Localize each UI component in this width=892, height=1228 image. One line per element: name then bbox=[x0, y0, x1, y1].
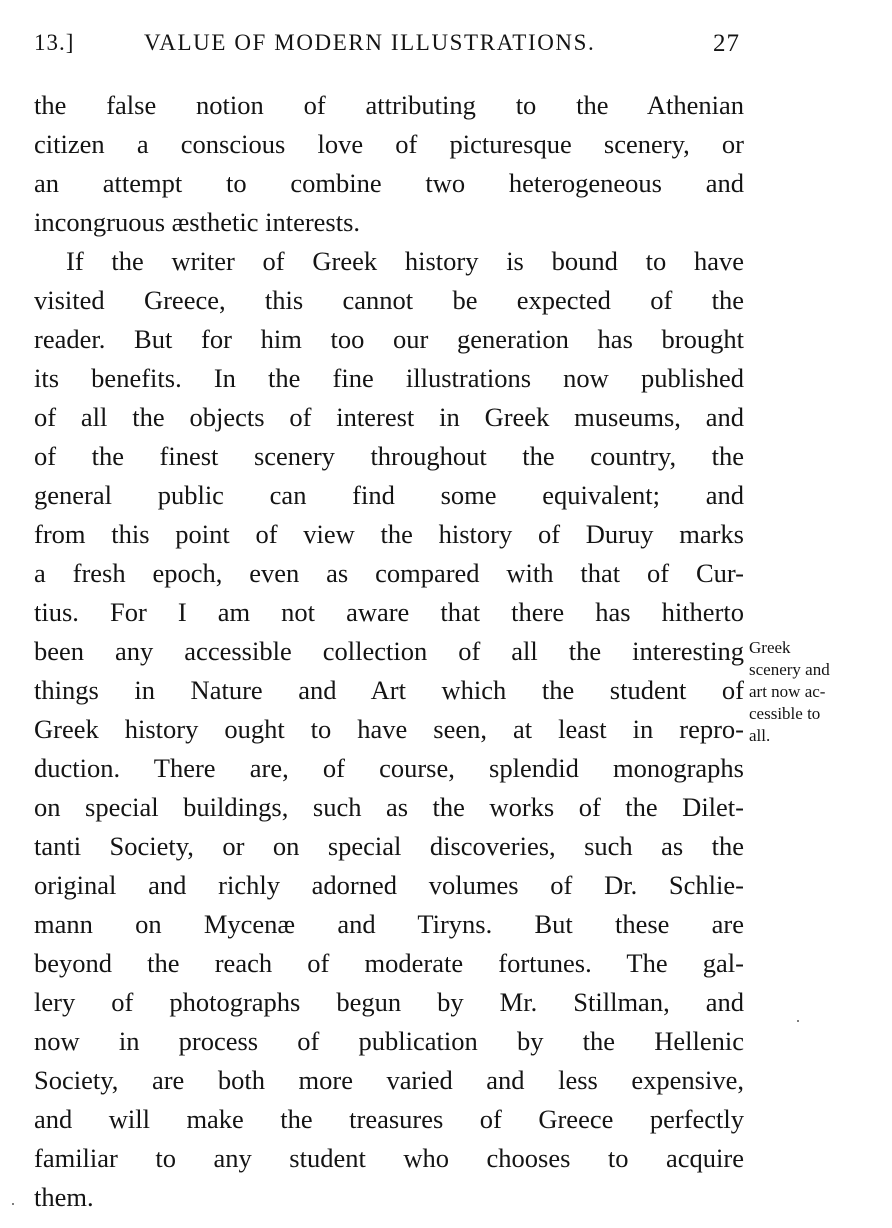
marginal-note-line: art now ac- bbox=[749, 682, 826, 701]
section-number: 13.] bbox=[34, 30, 75, 55]
text-line: tanti Society, or on special discoveries, such as the bbox=[34, 831, 744, 861]
text-line: them. bbox=[34, 1182, 94, 1212]
text-line: of all the objects of interest in Greek museums, and bbox=[34, 402, 744, 432]
paragraph-start-line: If the writer of Greek history is bound to have bbox=[66, 246, 744, 276]
text-line: now in process of publication by the Hellenic bbox=[34, 1026, 744, 1056]
text-line: reader. But for him too our generation has brought bbox=[34, 324, 744, 354]
text-line: its benefits. In the fine illustrations now published bbox=[34, 363, 744, 393]
text-line: on special buildings, such as the works of the Dilet- bbox=[34, 792, 744, 822]
text-line: Society, are both more varied and less expensive, bbox=[34, 1065, 744, 1095]
text-line: original and richly adorned volumes of Dr. Schlie- bbox=[34, 870, 744, 900]
text-line: incongruous æsthetic interests. bbox=[34, 207, 361, 237]
text-line: duction. There are, of course, splendid monographs bbox=[34, 753, 744, 783]
text-line: been any accessible collection of all the interesting bbox=[34, 636, 744, 666]
text-line: a fresh epoch, even as compared with that of Cur- bbox=[34, 558, 744, 588]
print-speck bbox=[797, 1020, 799, 1022]
running-head bbox=[34, 30, 744, 64]
marginal-note bbox=[749, 637, 889, 747]
text-line: lery of photographs begun by Mr. Stillman, and bbox=[34, 987, 744, 1017]
text-line: tius. For I am not aware that there has hitherto bbox=[34, 597, 744, 627]
text-line: of the finest scenery throughout the country, the bbox=[34, 441, 744, 471]
text-line: mann on Mycenæ and Tiryns. But these are bbox=[34, 909, 744, 939]
marginal-note-line: cessible to bbox=[749, 704, 821, 723]
text-line: an attempt to combine two heterogeneous and bbox=[34, 168, 744, 198]
text-line: things in Nature and Art which the student of bbox=[34, 675, 744, 705]
text-line: Greek history ought to have seen, at least in repro- bbox=[34, 714, 744, 744]
page-number: 27 bbox=[713, 30, 740, 57]
text-line: visited Greece, this cannot be expected of the bbox=[34, 285, 744, 315]
print-speck bbox=[12, 1203, 14, 1205]
marginal-note-line: Greek bbox=[749, 638, 791, 657]
running-title: VALUE OF MODERN ILLUSTRATIONS. bbox=[144, 30, 596, 55]
body-text bbox=[34, 86, 744, 1217]
text-line: the false notion of attributing to the Athenian bbox=[34, 90, 744, 120]
text-line: general public can find some equivalent; and bbox=[34, 480, 744, 510]
text-line: familiar to any student who chooses to acquire bbox=[34, 1143, 744, 1173]
text-line: from this point of view the history of Duruy marks bbox=[34, 519, 744, 549]
marginal-note-line: scenery and bbox=[749, 660, 830, 679]
text-line: beyond the reach of moderate fortunes. The gal- bbox=[34, 948, 744, 978]
marginal-note-line: all. bbox=[749, 726, 771, 745]
text-line: citizen a conscious love of picturesque scenery, or bbox=[34, 129, 744, 159]
text-line: and will make the treasures of Greece perfectly bbox=[34, 1104, 744, 1134]
